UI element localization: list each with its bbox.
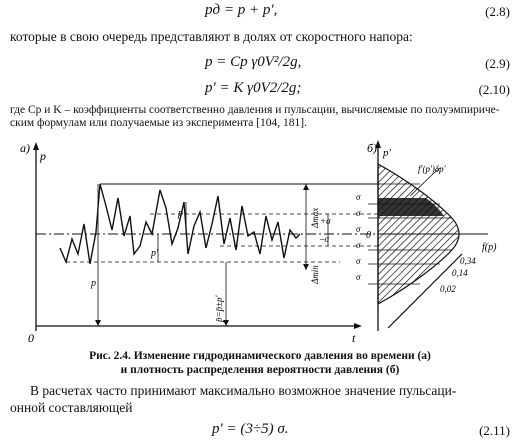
y-axis-arrow	[33, 142, 39, 150]
figure-caption-line-2: и плотность распределения вероятности давления (б)	[120, 364, 400, 376]
sigma-label-5: σ	[356, 256, 361, 266]
label-b: б)	[367, 141, 378, 155]
where-text-line-1: где Cp и K – коэффициенты соответственно давления и пульсации, вычисляемые по полуэмпириче-	[10, 104, 500, 116]
fp-label: f(p)	[482, 242, 497, 253]
sigma-label-4: σ	[356, 240, 361, 250]
sigma-label-6: σ	[356, 272, 361, 282]
pdf-dark-band	[378, 198, 444, 216]
paragraph-line-1: В расчетах часто принимают максимально возможное значение пульсаци-	[30, 383, 457, 398]
zero-label: 0	[366, 230, 371, 241]
x-axis-arrow	[354, 323, 362, 329]
pdf-axis-label: p′	[383, 147, 391, 159]
axis-p-label: p	[40, 149, 46, 163]
pdf-curve	[378, 164, 459, 304]
paragraph-line-2: онной составляющей	[10, 400, 133, 415]
min-label: Δmin	[310, 265, 320, 284]
figure-2-4	[0, 136, 520, 346]
pdf-curve-label: f′(p′)δp′	[418, 164, 446, 174]
sigma-label-2: σ	[356, 208, 361, 218]
equation-2-11-number: (2.11)	[479, 423, 510, 438]
equation-2-10-number: (2.10)	[478, 82, 510, 97]
pressure-signal	[60, 184, 300, 264]
intro-text: которые в свою очередь представляют в долях от скоростного напора:	[10, 29, 413, 44]
equation-2-8: pд = p + p′,	[205, 2, 278, 18]
equation-2-9: p = Cp γ0V²/2g,	[205, 54, 302, 70]
mean-label: p	[91, 278, 96, 289]
minus-sigma-label: –σ	[320, 234, 329, 244]
where-text-line-2: ским формулам или получаемые из эксперимента [104, 181].	[10, 117, 307, 129]
figure-caption-line-1: Рис. 2.4. Изменение гидродинамического давления во времени (а)	[89, 350, 431, 362]
value-002: 0,02	[440, 284, 456, 294]
value-034: 0,34	[460, 256, 476, 266]
pprime-label-low: p′	[151, 248, 159, 259]
origin-label: 0	[28, 331, 34, 345]
equation-2-11: p′ = (3÷5) σ.	[212, 421, 289, 437]
sigma-label-1: σ	[356, 192, 361, 202]
equation-2-9-number: (2.9)	[485, 56, 510, 71]
equation-2-10: p′ = K γ0V2/2g;	[205, 80, 302, 96]
mean-sigma-label: p̄=p̄±p′	[214, 295, 224, 322]
axis-t-label: t	[352, 331, 356, 345]
equation-2-8-number: (2.8)	[485, 4, 510, 19]
max-label: Δmax	[310, 207, 320, 228]
plus-sigma-label: +σ	[320, 216, 331, 226]
value-014: 0,14	[452, 268, 468, 278]
label-a: a)	[20, 141, 30, 155]
pprime-label-high: p′	[178, 208, 186, 219]
sigma-label-3: σ	[356, 224, 361, 234]
